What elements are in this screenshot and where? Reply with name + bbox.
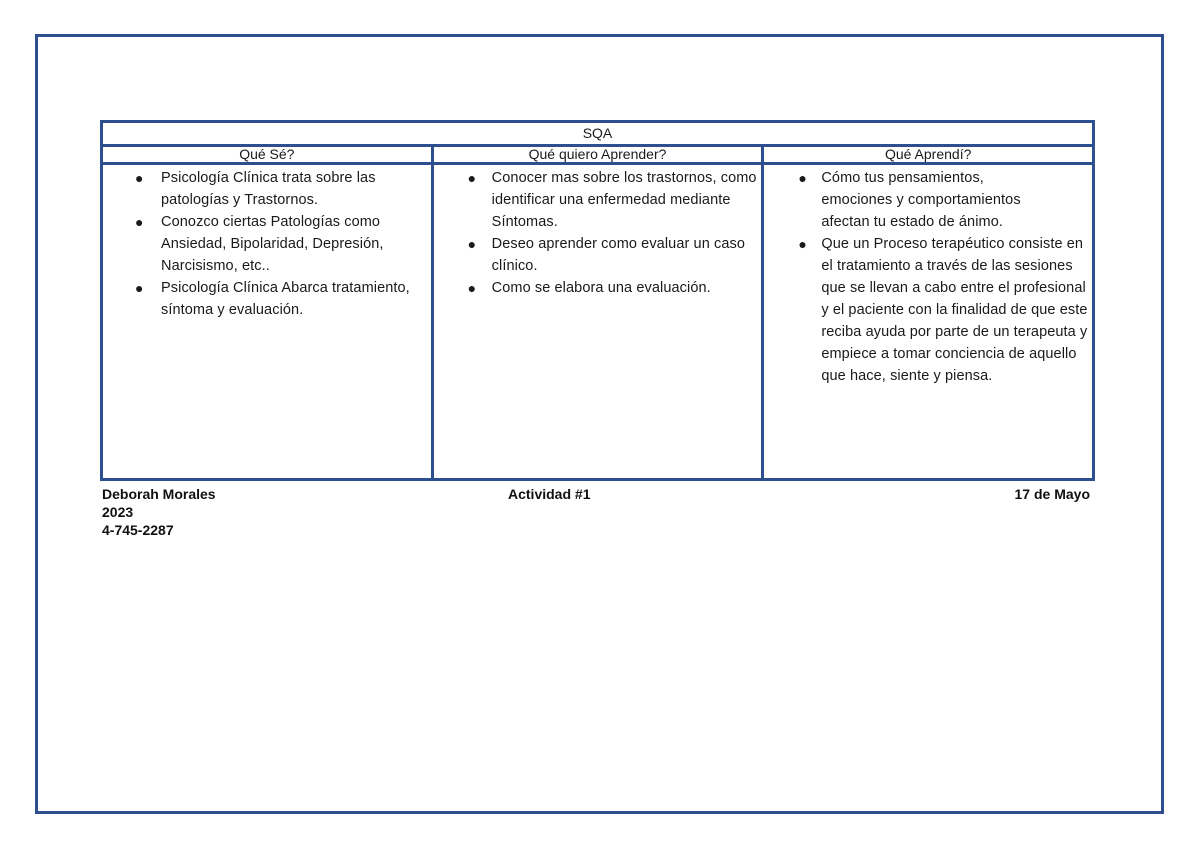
- list-item-text: Conozco ciertas Patologías como Ansiedad, Bipolaridad, Depresión, Narcisismo, etc..: [161, 214, 384, 274]
- list-item-text: Conocer mas sobre los trastornos, como identificar una enfermedad mediante Síntomas.: [491, 170, 757, 230]
- table-columns: [103, 147, 1092, 478]
- bullet-icon: ●: [135, 280, 144, 296]
- column-header-que-se: Qué Sé?: [103, 147, 431, 165]
- sqa-table: [100, 120, 1095, 481]
- bullet-icon: ●: [135, 170, 144, 186]
- list-item: [764, 233, 1092, 387]
- column-que-quiero-aprender: [431, 147, 762, 478]
- column-que-se: [103, 147, 431, 478]
- table-title: SQA: [103, 123, 1092, 147]
- id-number: 4-745-2287: [102, 522, 174, 538]
- list-item: [764, 167, 1092, 233]
- list-item-text: Psicología Clínica trata sobre las patologías y Trastornos.: [161, 170, 376, 208]
- column-header-que-quiero-aprender: Qué quiero Aprender?: [434, 147, 762, 165]
- list-item-text: Psicología Clínica Abarca tratamiento, síntoma y evaluación.: [161, 280, 410, 318]
- bullet-icon: ●: [798, 236, 807, 252]
- author-block: [102, 485, 216, 539]
- bullet-icon: ●: [798, 170, 807, 186]
- list-item: [103, 277, 431, 321]
- column-que-aprendi: [761, 147, 1092, 478]
- bullet-icon: ●: [135, 214, 144, 230]
- bullet-icon: ●: [467, 170, 477, 186]
- bullet-icon: ●: [467, 236, 477, 252]
- column-header-que-aprendi: Qué Aprendí?: [764, 147, 1092, 165]
- list-item-text: Cómo tus pensamientos, emociones y comportamientos afectan tu estado de ánimo.: [821, 170, 1021, 230]
- list-que-aprendi: [764, 165, 1092, 387]
- list-item: [434, 277, 762, 299]
- list-item: [434, 167, 762, 233]
- list-item-text: Deseo aprender como evaluar un caso clínico.: [491, 236, 746, 274]
- list-item: [103, 167, 431, 211]
- date-label: 17 de Mayo: [1014, 486, 1090, 502]
- activity-label: Actividad #1: [508, 486, 591, 502]
- list-item: [434, 233, 762, 277]
- author-name: Deborah Morales: [102, 486, 216, 502]
- list-item-text: Que un Proceso terapéutico consiste en el tratamiento a través de las sesiones que se llevan a cabo entre el profesional y el paciente con la finalidad de que este reciba ayuda por parte de un terapeuta y empiece a tomar conciencia de aquello que hace, siente y piensa.: [821, 236, 1088, 384]
- year: 2023: [102, 504, 134, 520]
- list-que-quiero-aprender: [434, 165, 762, 299]
- list-item: [103, 211, 431, 277]
- list-que-se: [103, 165, 431, 321]
- bullet-icon: ●: [467, 280, 477, 296]
- list-item-text: Como se elabora una evaluación.: [491, 280, 711, 296]
